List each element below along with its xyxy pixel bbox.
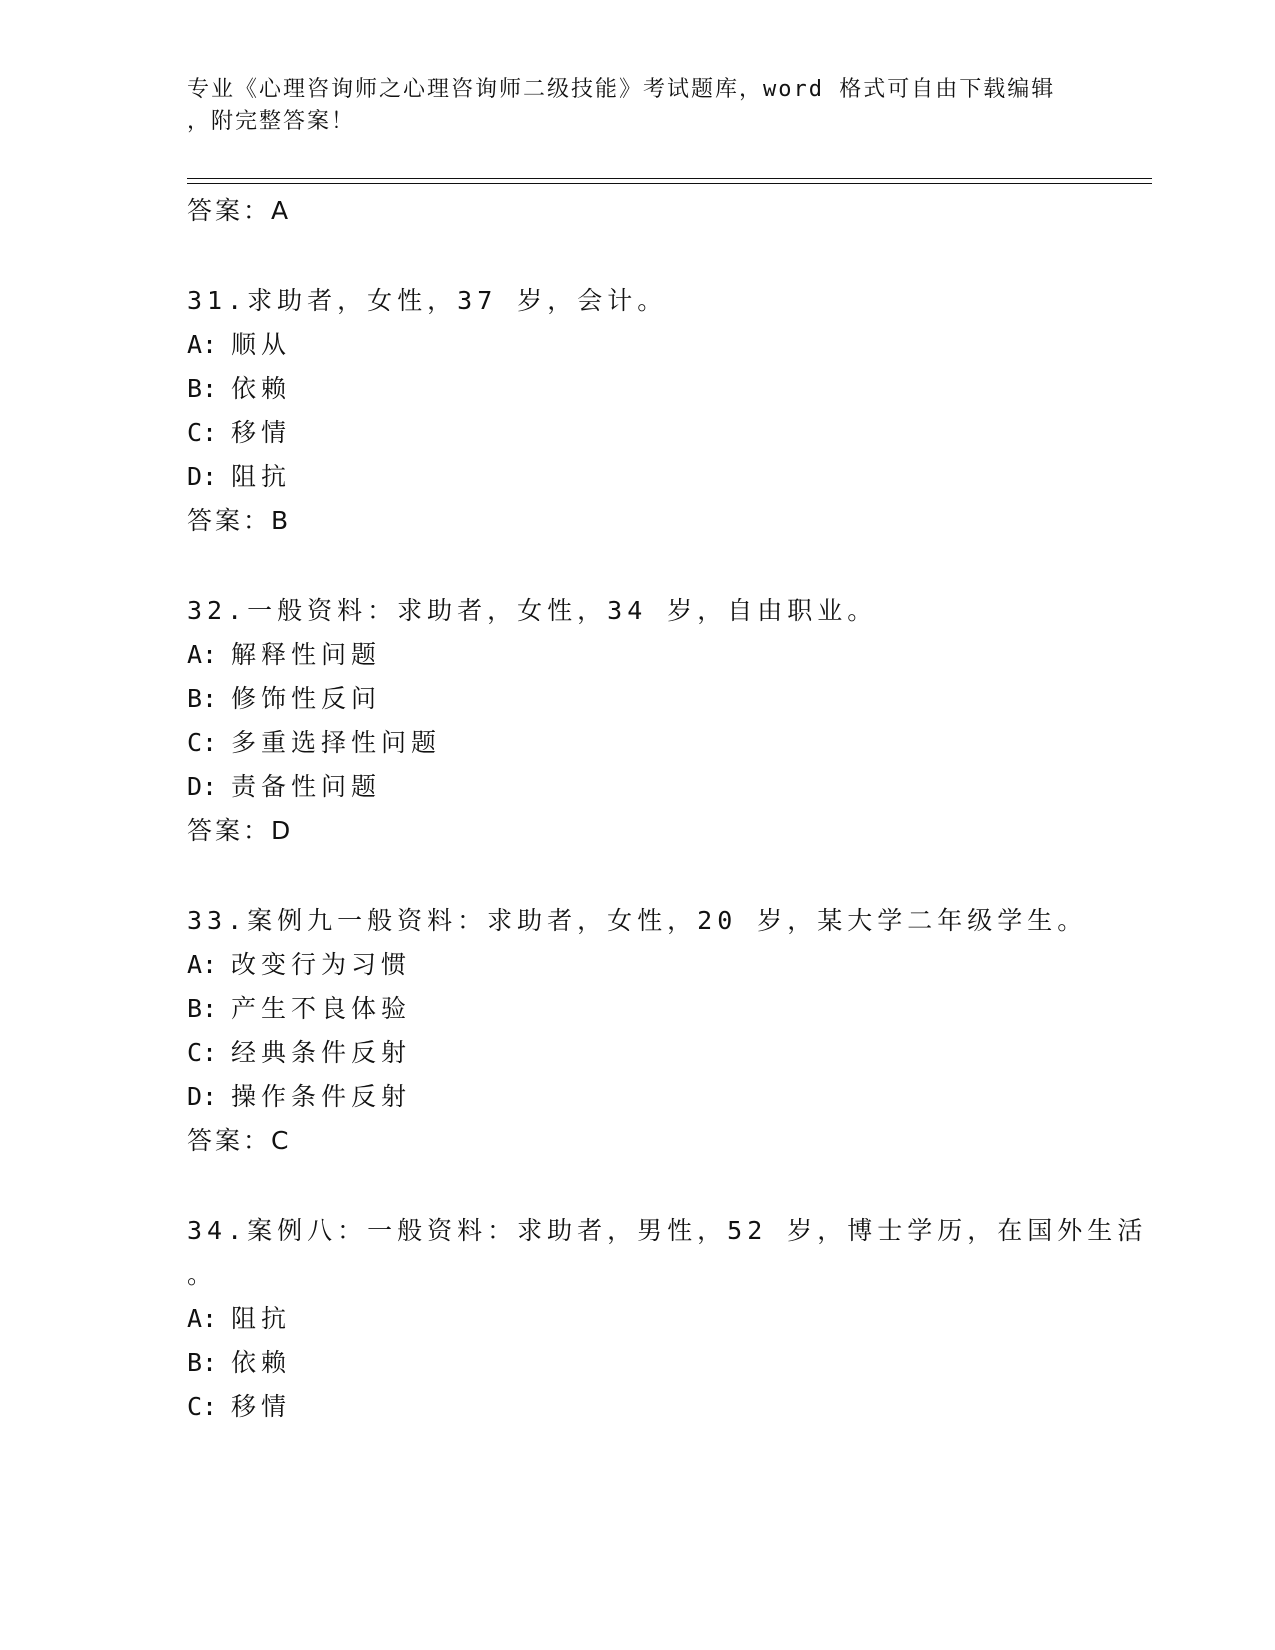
question-number: 31. [187, 286, 248, 315]
option-text: 经典条件反射 [231, 1038, 412, 1067]
option-text: 依赖 [231, 1348, 292, 1377]
option-32-d [187, 770, 381, 804]
question-number: 32. [187, 596, 248, 625]
option-text: 阻抗 [231, 1304, 292, 1333]
header-divider-top [187, 178, 1152, 179]
option-31-c [187, 416, 291, 450]
option-33-b [187, 992, 411, 1026]
option-34-c [187, 1390, 291, 1424]
question-text: 一般资料：求助者，女性，34 岁，自由职业。 [247, 596, 878, 625]
option-33-d [187, 1080, 411, 1114]
question-number: 33. [187, 906, 248, 935]
option-text: 解释性问题 [231, 640, 382, 669]
question-31 [187, 284, 667, 318]
header-line-1: 专业《心理咨询师之心理咨询师二级技能》考试题库，word 格式可自由下载编辑 [187, 77, 1056, 102]
answer-32: 答案：D [187, 816, 294, 845]
option-33-a [187, 948, 411, 982]
option-33-c [187, 1036, 411, 1070]
question-number: 34. [187, 1216, 248, 1245]
option-label: B: [187, 374, 218, 403]
option-text: 多重选择性问题 [231, 728, 442, 757]
question-33 [187, 904, 1087, 938]
option-label: A: [187, 1304, 218, 1333]
option-label: A: [187, 950, 218, 979]
option-31-a [187, 328, 291, 362]
option-label: B: [187, 684, 218, 713]
option-label: C: [187, 1392, 218, 1421]
option-text: 顺从 [231, 330, 292, 359]
answer-prev: 答案：A [187, 196, 292, 225]
option-label: D: [187, 1082, 218, 1111]
option-text: 改变行为习惯 [231, 950, 412, 979]
question-text: 求助者，女性，37 岁，会计。 [247, 286, 668, 315]
answer-33: 答案：C [187, 1126, 292, 1155]
option-text: 依赖 [231, 374, 292, 403]
option-label: D: [187, 462, 218, 491]
option-34-a [187, 1302, 291, 1336]
option-32-c [187, 726, 441, 760]
option-label: C: [187, 728, 218, 757]
question-34-continuation: 。 [187, 1260, 218, 1289]
option-34-b [187, 1346, 291, 1380]
option-31-b [187, 372, 291, 406]
option-label: C: [187, 1038, 218, 1067]
option-label: C: [187, 418, 218, 447]
option-text: 阻抗 [231, 462, 292, 491]
question-text: 案例八：一般资料：求助者，男性，52 岁，博士学历，在国外生活 [247, 1216, 1148, 1245]
option-text: 移情 [231, 418, 292, 447]
option-text: 操作条件反射 [231, 1082, 412, 1111]
question-text: 案例九一般资料：求助者，女性，20 岁，某大学二年级学生。 [247, 906, 1088, 935]
question-34 [187, 1214, 1147, 1248]
header-line-2: ，附完整答案！ [187, 109, 356, 134]
question-32 [187, 594, 877, 628]
document-header [187, 74, 1087, 138]
option-label: B: [187, 1348, 218, 1377]
option-text: 责备性问题 [231, 772, 382, 801]
option-text: 产生不良体验 [231, 994, 412, 1023]
answer-31: 答案：B [187, 506, 292, 535]
option-text: 移情 [231, 1392, 292, 1421]
option-label: D: [187, 772, 218, 801]
option-31-d [187, 460, 291, 494]
header-divider-bottom [187, 183, 1152, 184]
option-32-b [187, 682, 381, 716]
option-label: B: [187, 994, 218, 1023]
option-label: A: [187, 640, 218, 669]
option-32-a [187, 638, 381, 672]
option-text: 修饰性反问 [231, 684, 382, 713]
option-label: A: [187, 330, 218, 359]
